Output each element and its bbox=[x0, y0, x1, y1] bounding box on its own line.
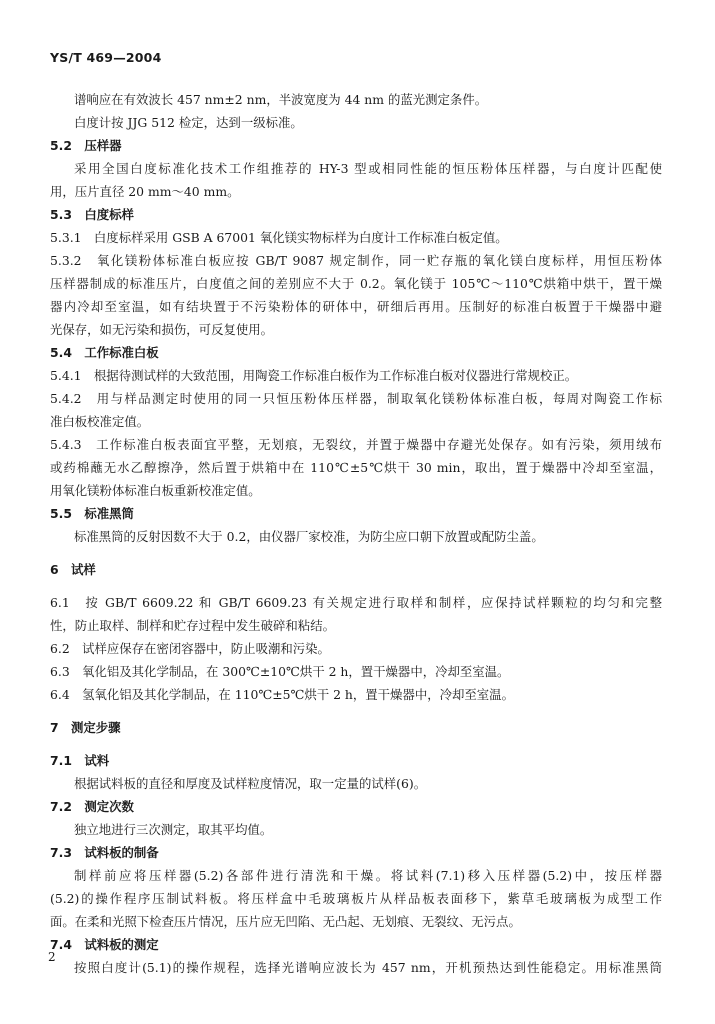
text-line: 标准黑筒的反射因数不大于 0.2，由仪器厂家校准，为防尘应口朝下放置或配防尘盖。 bbox=[74, 529, 544, 544]
section-heading-7-2: 7.2 测定次数 bbox=[50, 799, 134, 814]
section-heading-5-3: 5.3 白度标样 bbox=[50, 207, 134, 222]
section-heading-7-4: 7.4 试料板的测定 bbox=[50, 937, 159, 952]
clause-6-4: 6.4 氢氧化铝及其化学制品，在 110℃±5℃烘干 2 h，置干燥器中，冷却至室温。 bbox=[50, 687, 514, 702]
clause-5-4-3: 5.4.3 工作标准白板表面宜平整，无划痕，无裂纹，并置于燥器中存避光处保存。如有污染，须用绒布 bbox=[50, 437, 662, 452]
text-line: (5.2)的操作程序压制试料板。将压样盒中毛玻璃板片从样品板表面移下，紫草毛玻璃板为成型工作 bbox=[50, 891, 662, 906]
text-line: 谱响应在有效波长 457 nm±2 nm，半波宽度为 44 nm 的蓝光测定条件。 bbox=[74, 92, 488, 107]
text-line: 制样前应将压样器(5.2)各部件进行清洗和干燥。将试料(7.1)移入压样器(5.2)中，按压样器 bbox=[74, 868, 662, 883]
text-line: 用氧化镁粉体标准白板重新校准定值。 bbox=[50, 483, 261, 498]
section-heading-7-1: 7.1 试料 bbox=[50, 753, 110, 768]
text-line: 性，防止取样、制样和贮存过程中发生破碎和粘结。 bbox=[50, 618, 335, 633]
clause-5-4-2: 5.4.2 用与样品测定时使用的同一只恒压粉体压样器，制取氧化镁粉体标准白板，每周对陶瓷工作标 bbox=[50, 391, 662, 406]
text-line: 面。在柔和光照下检查压片情况，压片应无凹陷、无凸起、无划痕、无裂纹、无污点。 bbox=[50, 914, 521, 929]
clause-6-3: 6.3 氧化铝及其化学制品，在 300℃±10℃烘干 2 h，置干燥器中，冷却至室温。 bbox=[50, 664, 510, 679]
text-line: 器内冷却至室温，如有结块置于不污染粉体的研体中，研细后再用。压制好的标准白板置于干燥器中避 bbox=[50, 299, 662, 314]
text-line: 用，压片直径 20 mm～40 mm。 bbox=[50, 184, 240, 199]
section-heading-5-2: 5.2 压样器 bbox=[50, 138, 122, 153]
text-line: 准白板校准定值。 bbox=[50, 414, 150, 429]
clause-5-3-1: 5.3.1 白度标样采用 GSB A 67001 氧化镁实物标样为白度计工作标准白板定值。 bbox=[50, 230, 508, 245]
text-line: 压样器制成的标准压片，白度值之间的差别应不大于 0.2。氧化镁于 105℃～110℃烘箱中烘干，置干燥 bbox=[50, 276, 662, 291]
text-line: 根据试料板的直径和厚度及试样粒度情况，取一定量的试样(6)。 bbox=[74, 776, 427, 791]
clause-6-2: 6.2 试样应保存在密闭容器中，防止吸潮和污染。 bbox=[50, 641, 330, 656]
text-line: 白度计按 JJG 512 检定，达到一级标准。 bbox=[74, 115, 303, 130]
standard-code-header: YS/T 469—2004 bbox=[50, 50, 162, 65]
text-line: 光保存，如无污染和损伤，可反复使用。 bbox=[50, 322, 274, 337]
section-heading-5-5: 5.5 标准黑筒 bbox=[50, 506, 134, 521]
text-line: 按照白度计(5.1)的操作规程，选择光谱响应波长为 457 nm，开机预热达到性能稳定。用标准黑筒 bbox=[74, 960, 662, 975]
text-line: 独立地进行三次测定，取其平均值。 bbox=[74, 822, 273, 837]
clause-6-1: 6.1 按 GB/T 6609.22 和 GB/T 6609.23 有关规定进行取样和制样，应保持试样颗粒的均匀和完整 bbox=[50, 595, 662, 610]
section-heading-5-4: 5.4 工作标准白板 bbox=[50, 345, 159, 360]
text-line: 或药棉蘸无水乙醇擦净，然后置于烘箱中在 110℃±5℃烘干 30 min，取出，置于燥器中冷却至室温， bbox=[50, 460, 662, 475]
chapter-heading-6: 6 试样 bbox=[50, 562, 96, 577]
page-number: 2 bbox=[48, 950, 56, 964]
chapter-heading-7: 7 测定步骤 bbox=[50, 720, 121, 735]
clause-5-4-1: 5.4.1 根据待测试样的大致范围，用陶瓷工作标准白板作为工作标准白板对仪器进行常规校正。 bbox=[50, 368, 578, 383]
document-body bbox=[50, 88, 662, 979]
section-heading-7-3: 7.3 试料板的制备 bbox=[50, 845, 159, 860]
clause-5-3-2: 5.3.2 氧化镁粉体标准白板应按 GB/T 9087 规定制作，同一贮存瓶的氧化镁白度标样，用恒压粉体 bbox=[50, 253, 662, 268]
text-line: 采用全国白度标准化技术工作组推荐的 HY-3 型或相同性能的恒压粉体压样器，与白度计匹配使 bbox=[74, 161, 662, 176]
